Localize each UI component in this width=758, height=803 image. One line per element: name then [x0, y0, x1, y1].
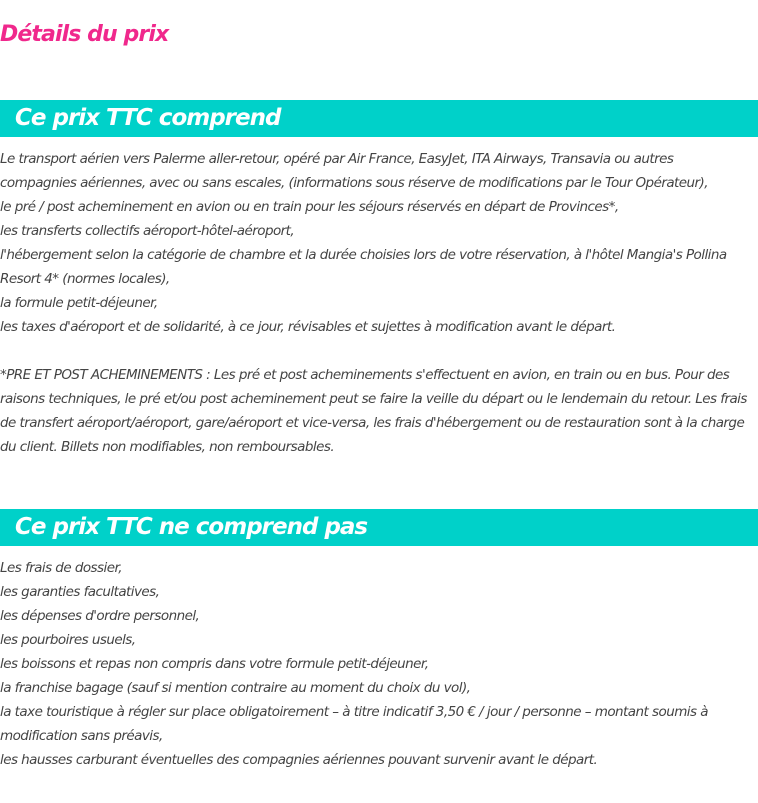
excluded-item: Les frais de dossier, — [0, 560, 122, 576]
excluded-list — [0, 556, 758, 772]
excluded-section-heading: Ce prix TTC ne comprend pas — [0, 509, 758, 546]
excluded-item: les boissons et repas non compris dans votre formule petit-déjeuner, — [0, 656, 429, 672]
excluded-item: les garanties facultatives, — [0, 584, 160, 600]
excluded-item: modification sans préavis, — [0, 728, 163, 744]
included-section-heading: Ce prix TTC comprend — [0, 100, 758, 137]
excluded-item: les hausses carburant éventuelles des compagnies aériennes pouvant survenir avant le départ. — [0, 752, 598, 768]
included-item: la formule petit-déjeuner, — [0, 295, 158, 311]
transfer-note-line: du client. Billets non modifiables, non remboursables. — [0, 439, 335, 455]
excluded-item: les pourboires usuels, — [0, 632, 136, 648]
transfer-note — [0, 363, 758, 459]
page-title: Détails du prix — [0, 22, 169, 47]
transfer-note-line: de transfert aéroport/aéroport, gare/aéroport et vice-versa, les frais d'hébergement ou de restauration sont à la charge — [0, 415, 745, 431]
excluded-item: la franchise bagage (sauf si mention contraire au moment du choix du vol), — [0, 680, 471, 696]
included-item: compagnies aériennes, avec ou sans escales, (informations sous réserve de modifications par le Tour Opérateur), — [0, 175, 709, 191]
included-list — [0, 147, 758, 339]
included-item: Le transport aérien vers Palerme aller-retour, opéré par Air France, EasyJet, ITA Airways, Transavia ou autres — [0, 151, 674, 167]
included-item: l'hébergement selon la catégorie de chambre et la durée choisies lors de votre réservation, à l'hôtel Mangia's Pollina — [0, 247, 727, 263]
included-item: Resort 4* (normes locales), — [0, 271, 170, 287]
included-item: les taxes d'aéroport et de solidarité, à ce jour, révisables et sujettes à modification avant le départ. — [0, 319, 616, 335]
included-item: le pré / post acheminement en avion ou en train pour les séjours réservés en départ de Provinces*, — [0, 199, 619, 215]
included-item: les transferts collectifs aéroport-hôtel-aéroport, — [0, 223, 295, 239]
excluded-item: les dépenses d'ordre personnel, — [0, 608, 200, 624]
transfer-note-line: *PRE ET POST ACHEMINEMENTS : Les pré et post acheminements s'effectuent en avion, en train ou en bus. Pour des — [0, 367, 730, 383]
transfer-note-line: raisons techniques, le pré et/ou post acheminement peut se faire la veille du départ ou le lendemain du retour. Les frais — [0, 391, 747, 407]
excluded-item: la taxe touristique à régler sur place obligatoirement – à titre indicatif 3,50 € / jour / personne – montant soumis à — [0, 704, 708, 720]
